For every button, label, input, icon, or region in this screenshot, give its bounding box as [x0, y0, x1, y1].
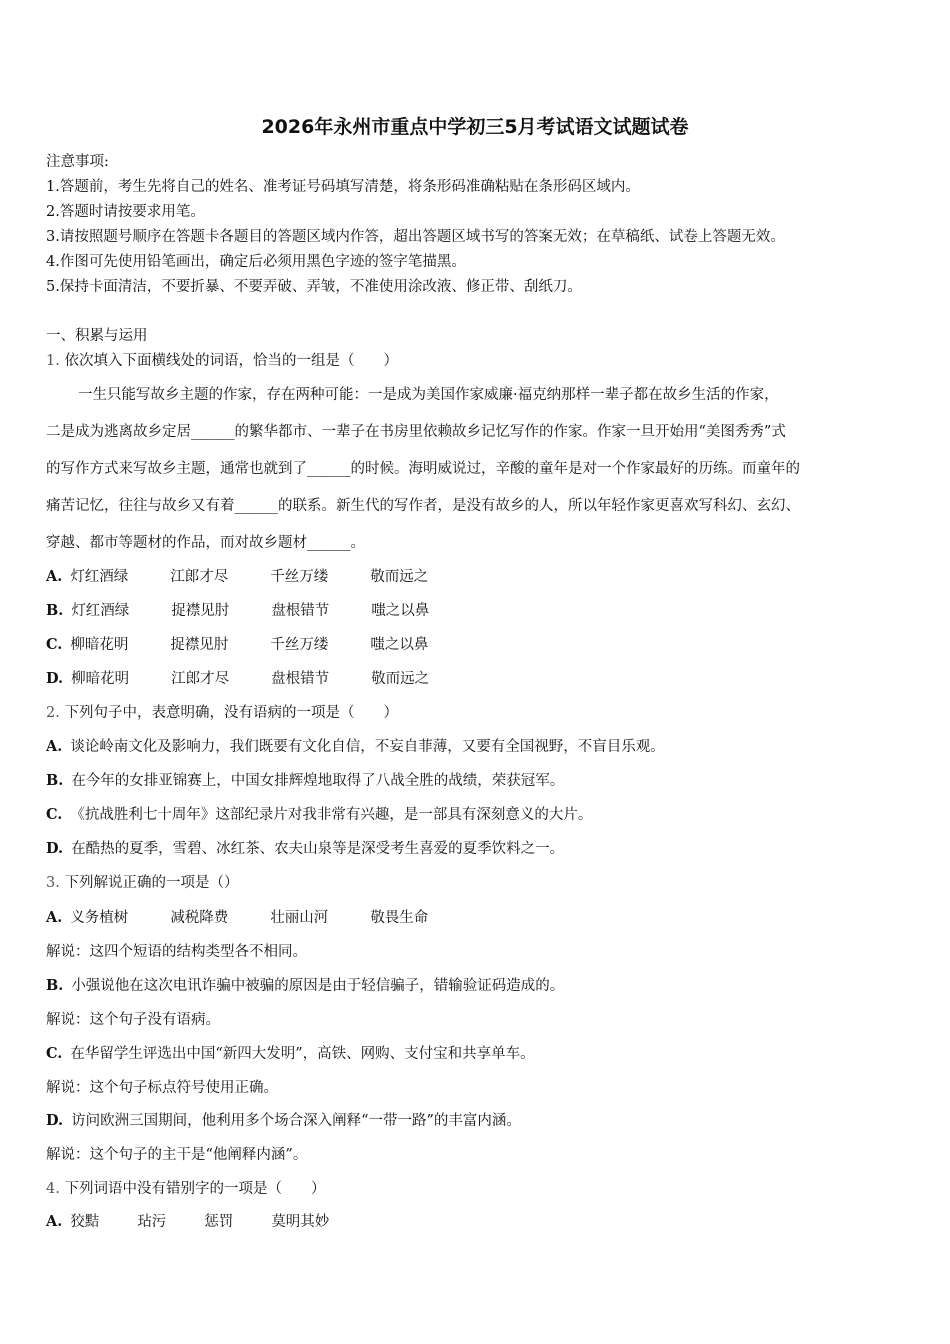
passage-line-2: 二是成为逃离故乡定居______的繁华都市、一辈子在书房里依赖故乡记忆写作的作家。作家一旦开始用“美图秀秀”式 — [46, 424, 786, 440]
option-word: 柳暗花明 — [71, 671, 130, 687]
option-word: 嗤之以鼻 — [371, 603, 430, 619]
passage-line-4: 痛苦记忆，往往与故乡又有着______的联系。新生代的写作者，是没有故乡的人，所以年轻作家更喜欢写科幻、玄幻、 — [46, 498, 800, 514]
question-number: 4. — [46, 1181, 60, 1197]
question-number: 3. — [46, 875, 60, 891]
option-word: 柳暗花明 — [70, 637, 129, 653]
option-word: 盘根错节 — [271, 671, 330, 687]
option-word: 敬而远之 — [370, 569, 429, 585]
option-label: A. — [46, 738, 63, 755]
option-a — [46, 1212, 329, 1232]
option-label: D. — [46, 1112, 64, 1129]
section-heading: 一、积累与运用 — [46, 328, 148, 344]
option-label: B. — [46, 772, 64, 789]
option-text: 在华留学生评选出中国“新四大发明”，高铁、网购、支付宝和共享单车。 — [70, 1046, 535, 1062]
passage-line-5: 穿越、都市等题材的作品，而对故乡题材______。 — [46, 535, 365, 551]
option-word: 敬畏生命 — [370, 910, 429, 926]
option-label: D. — [46, 670, 64, 687]
option-b — [46, 771, 564, 791]
option-d — [46, 669, 471, 689]
option-label: C. — [46, 636, 63, 653]
explanation: 解说：这个句子没有语病。 — [46, 1012, 220, 1028]
option-label: A. — [46, 1213, 63, 1230]
passage-line-1: 一生只能写故乡主题的作家，存在两种可能：一是成为美国作家威廉·福克纳那样一辈子都在故乡生活的作家， — [78, 387, 779, 403]
question-text: 下列解说正确的一项是（） — [64, 875, 239, 891]
option-word: 嗤之以鼻 — [370, 637, 429, 653]
explanation: 解说：这四个短语的结构类型各不相同。 — [46, 944, 307, 960]
option-word: 壮丽山河 — [270, 910, 329, 926]
option-b — [46, 601, 471, 621]
notice-item-4: 4.作图可先使用铅笔画出，确定后必须用黑色字迹的签字笔描黑。 — [46, 254, 466, 270]
option-word: 狡黠 — [70, 1214, 100, 1230]
option-label: D. — [46, 840, 64, 857]
option-label: C. — [46, 1045, 63, 1062]
question-number: 1. — [46, 353, 60, 369]
option-text: 在今年的女排亚锦赛上，中国女排辉煌地取得了八战全胜的战绩，荣获冠军。 — [71, 773, 565, 789]
option-d — [46, 1111, 521, 1131]
question-text: 依次填入下面横线处的词语，恰当的一组是（ ） — [64, 353, 398, 369]
option-label: A. — [46, 909, 63, 926]
option-word: 莫明其妙 — [271, 1214, 330, 1230]
option-text: 在酷热的夏季，雪碧、冰红茶、农夫山泉等是深受考生喜爱的夏季饮料之一。 — [71, 841, 565, 857]
passage-line-3: 的写作方式来写故乡主题，通常也就到了______的时候。海明威说过，辛酸的童年是对一个作家最好的历练。而童年的 — [46, 461, 800, 477]
option-label: A. — [46, 568, 63, 585]
question-3-stem — [46, 873, 238, 893]
explanation: 解说：这个句子标点符号使用正确。 — [46, 1080, 278, 1096]
notice-heading: 注意事项: — [46, 154, 109, 170]
option-word: 灯红酒绿 — [71, 603, 130, 619]
question-4-stem — [46, 1179, 325, 1199]
option-word: 捉襟见肘 — [170, 637, 229, 653]
question-number: 2. — [46, 705, 60, 721]
option-word: 敬而远之 — [371, 671, 430, 687]
notice-item-1: 1.答题前，考生先将自己的姓名、准考证号码填写清楚，将条形码准确粘贴在条形码区域内。 — [46, 179, 640, 195]
option-text: 小强说他在这次电讯诈骗中被骗的原因是由于轻信骗子，错输验证码造成的。 — [71, 978, 565, 994]
question-text: 下列词语中没有错别字的一项是（ ） — [64, 1181, 326, 1197]
option-c — [46, 635, 470, 655]
option-word: 盘根错节 — [271, 603, 330, 619]
option-a — [46, 737, 665, 757]
notice-item-3: 3.请按照题号顺序在答题卡各题目的答题区域内作答，超出答题区域书写的答案无效；在草稿纸、试卷上答题无效。 — [46, 229, 785, 245]
option-word: 江郎才尽 — [170, 569, 229, 585]
option-word: 减税降费 — [170, 910, 229, 926]
option-b — [46, 976, 564, 996]
option-word: 灯红酒绿 — [70, 569, 129, 585]
option-a — [46, 567, 470, 587]
question-text: 下列句子中，表意明确，没有语病的一项是（ ） — [64, 705, 398, 721]
explanation: 解说：这个句子的主干是“他阐释内涵”。 — [46, 1147, 308, 1163]
option-text: 《抗战胜利七十周年》这部纪录片对我非常有兴趣，是一部具有深刻意义的大片。 — [70, 807, 593, 823]
option-word: 惩罚 — [204, 1214, 234, 1230]
option-word: 千丝万缕 — [270, 637, 329, 653]
notice-item-2: 2.答题时请按要求用笔。 — [46, 204, 205, 220]
question-2-stem — [46, 703, 398, 723]
option-label: B. — [46, 602, 64, 619]
option-label: B. — [46, 977, 64, 994]
option-word: 捉襟见肘 — [171, 603, 230, 619]
option-text: 谈论岭南文化及影响力，我们既要有文化自信，不妄自菲薄，又要有全国视野，不盲目乐观。 — [70, 739, 665, 755]
option-word: 江郎才尽 — [171, 671, 230, 687]
option-d — [46, 839, 564, 859]
option-c — [46, 805, 592, 825]
option-text: 访问欧洲三国期间，他利用多个场合深入阐释“一带一路”的丰富内涵。 — [71, 1113, 521, 1129]
option-a — [46, 908, 470, 928]
option-word: 义务植树 — [70, 910, 129, 926]
question-1-stem — [46, 351, 398, 371]
option-label: C. — [46, 806, 63, 823]
option-word: 玷污 — [137, 1214, 167, 1230]
page-title: 2026年永州市重点中学初三5月考试语文试题试卷 — [261, 116, 689, 138]
notice-item-5: 5.保持卡面清洁，不要折暴、不要弄破、弄皱，不准使用涂改液、修正带、刮纸刀。 — [46, 279, 582, 295]
option-c — [46, 1044, 535, 1064]
option-word: 千丝万缕 — [270, 569, 329, 585]
